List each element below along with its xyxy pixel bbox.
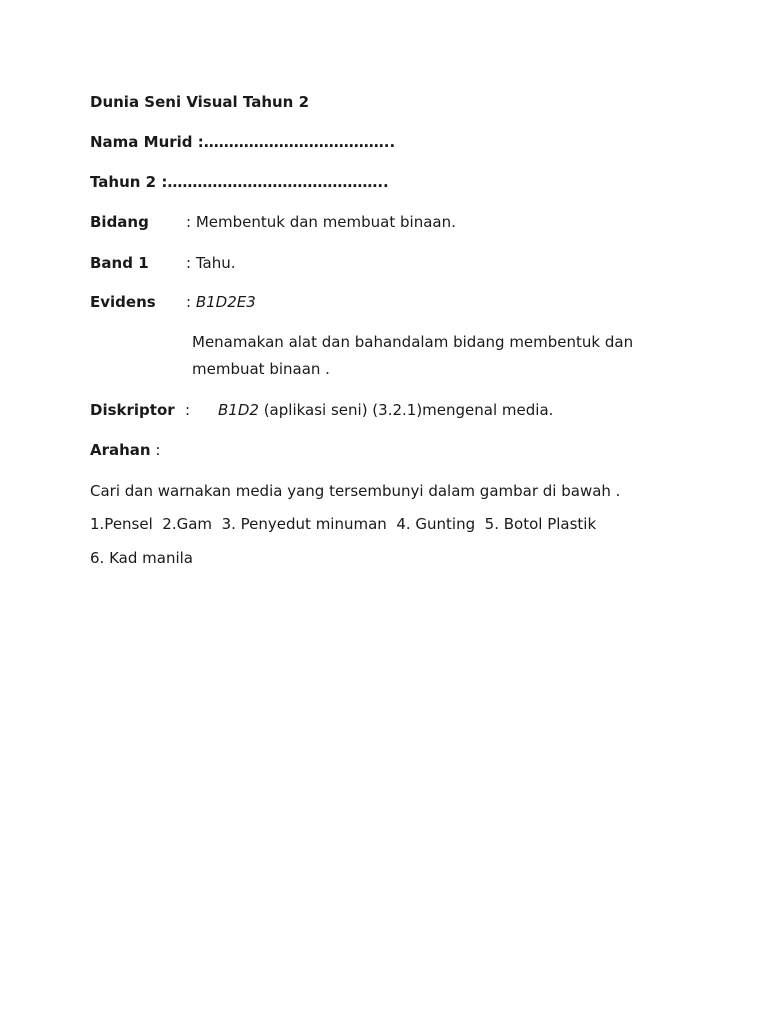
tahun-blank: ……………………………………..	[167, 173, 389, 191]
diskriptor-code: B1D2	[218, 401, 259, 419]
bidang-label: Bidang	[90, 213, 149, 231]
diskriptor-text: (aplikasi seni) (3.2.1)mengenal media.	[258, 401, 554, 419]
media-list-line-2: 6. Kad manila	[90, 549, 193, 567]
tahun-row	[90, 172, 389, 192]
evidens-label: Evidens	[90, 293, 156, 311]
instruction-text: Cari dan warnakan media yang tersembunyi dalam gambar di bawah .	[90, 482, 621, 500]
media-list-line-1: 1.Pensel 2.Gam 3. Penyedut minuman 4. Gunting 5. Botol Plastik	[90, 515, 597, 533]
diskriptor-row	[90, 400, 553, 420]
band-row	[90, 253, 235, 273]
evidens-description-line-2: membuat binaan .	[192, 360, 330, 378]
diskriptor-colon: :	[185, 401, 191, 419]
nama-murid-label: Nama Murid :	[90, 133, 204, 151]
evidens-colon: :	[186, 293, 196, 311]
arahan-label: Arahan	[90, 441, 151, 459]
arahan-row	[90, 440, 160, 460]
document-title: Dunia Seni Visual Tahun 2	[90, 93, 310, 111]
evidens-description	[192, 329, 633, 383]
evidens-row	[90, 292, 256, 312]
arahan-colon: :	[150, 441, 161, 459]
nama-murid-row	[90, 132, 395, 152]
nama-murid-blank: ………………………………..	[203, 133, 396, 151]
bidang-row	[90, 212, 456, 232]
diskriptor-label: Diskriptor	[90, 401, 175, 419]
bidang-value: : Membentuk dan membuat binaan.	[186, 213, 456, 231]
evidens-code: B1D2E3	[195, 293, 256, 311]
tahun-label: Tahun 2 :	[90, 173, 168, 191]
evidens-description-line-1: Menamakan alat dan bahandalam bidang membentuk dan	[192, 333, 634, 351]
band-label: Band 1	[90, 254, 149, 272]
band-value: : Tahu.	[186, 254, 236, 272]
